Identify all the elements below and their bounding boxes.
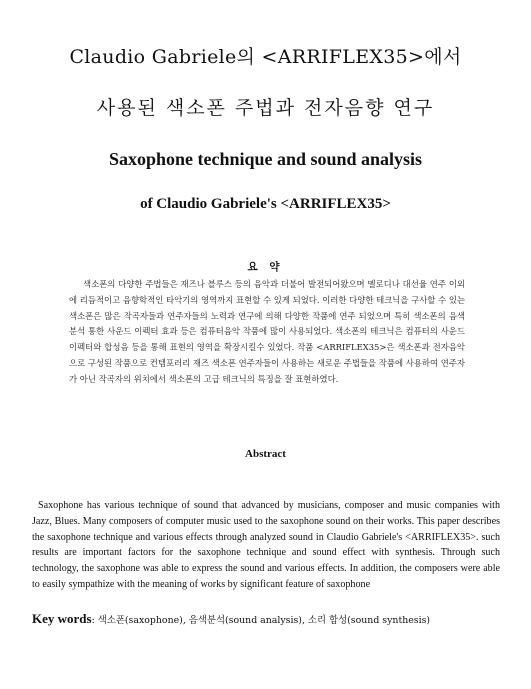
title-english-line2: of Claudio Gabriele's <ARRIFLEX35> (140, 196, 391, 212)
english-abstract-heading: Abstract (245, 448, 286, 460)
english-abstract-body: Saxophone has various technique of sound that advanced by musicians, composer and music companies with Jazz, Blues. Many composers of computer music used to the saxophone sound on their works. This paper describes the saxophone technique and various effects through analyzed sound in Claudio Gabriele's <ARRIFLEX35>. such results are important factors for the saxophone technique and sound effect with synthesis. Through such technology, the saxophone was able to express the sound and various effects. In addition, the composers were able to easily sympathize with the meaning of works by significant feature of saxophone (32, 500, 500, 590)
keywords-separator: : (91, 615, 98, 626)
keywords-label: Key words (32, 611, 92, 626)
keywords-text: 색소폰(saxophone), 음색분석(sound analysis), 소리 합성(sound synthesis) (97, 615, 431, 626)
korean-abstract-heading: 요 약 (247, 261, 284, 273)
title-english-line1: Saxophone technique and sound analysis (108, 149, 423, 169)
title-korean-line1: Claudio Gabriele의 <ARRIFLEX35>에서 (69, 46, 462, 68)
title-korean-line2: 사용된 색소폰 주법과 전자음향 연구 (96, 97, 435, 119)
keywords-line (32, 611, 502, 627)
korean-abstract-body: 색소폰의 다양한 주법들은 재즈나 블루스 등의 음악과 더불어 발전되어왔으며 멜로디나 대선율 연주 이외에 리듬적이고 음향학적인 타악기의 영역까지 표현할 수 있게 되었다. 이러한 다양한 테크닉을 구사할 수 있는 색소폰은 많은 작곡자들과 연주자들의 노력과 연구에 의해 다양한 작품에 연주 되었으며 특히 색소폰의 음색 분석 통한 사운드 이펙터 효과 등은 컴퓨터음악 작품에 많이 사용되었다. 색소폰의 테크닉은 컴퓨터의 사운드 이펙터와 합성음 등을 통해 표현의 영역을 확장시킬수 있었다. 작품 <ARRIFLEX35>은 색소폰과 전자음악으로 구성된 작품으로 컨템포러리 재즈 색소폰 연주자들이 사용하는 새로운 주법들을 작품에 사용하여 연주자가 아닌 작곡자의 위치에서 색소폰의 고급 테크닉의 특징을 잘 표현하였다. (69, 279, 466, 384)
